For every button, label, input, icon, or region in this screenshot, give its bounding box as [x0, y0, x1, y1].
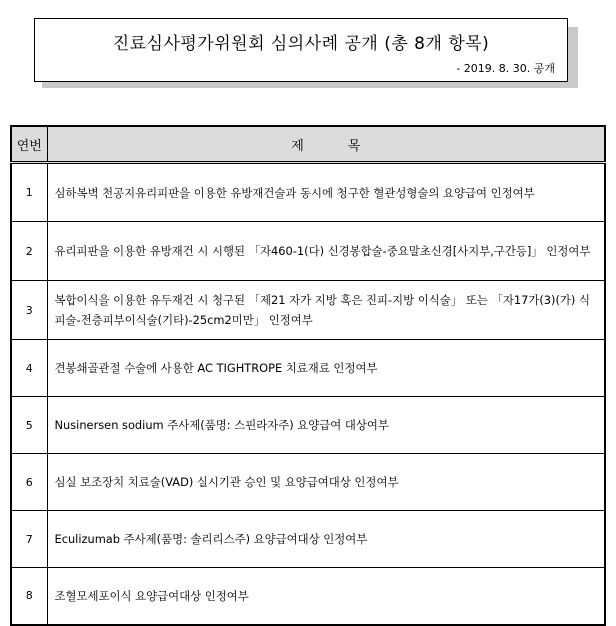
row-number: 8 — [11, 568, 47, 625]
row-title: 조혈모세포이식 요양급여대상 인정여부 — [47, 568, 605, 625]
row-number: 3 — [11, 281, 47, 340]
row-number: 4 — [11, 340, 47, 397]
table-row — [11, 163, 605, 222]
title-box — [34, 18, 568, 82]
row-title: 유리피판을 이용한 유방재건 시 시행된 「자460-1(다) 신경봉합술-중요말초신경[사지부,구간등]」 인정여부 — [47, 222, 605, 281]
row-number: 7 — [11, 511, 47, 568]
table-row — [11, 511, 605, 568]
table-row — [11, 222, 605, 281]
row-title: 심실 보조장치 치료술(VAD) 실시기관 승인 및 요양급여대상 인정여부 — [47, 454, 605, 511]
row-title: Nusinersen sodium 주사제(품명: 스핀라자주) 요양급여 대상여부 — [47, 397, 605, 454]
table-row — [11, 454, 605, 511]
case-table — [10, 125, 606, 626]
row-number: 2 — [11, 222, 47, 281]
row-number: 1 — [11, 163, 47, 222]
table-row — [11, 281, 605, 340]
table-row — [11, 397, 605, 454]
row-number: 5 — [11, 397, 47, 454]
column-header-number: 연번 — [11, 126, 47, 163]
publish-date: - 2019. 8. 30. 공개 — [456, 62, 555, 75]
row-number: 6 — [11, 454, 47, 511]
column-header-title: 제목 — [47, 126, 605, 163]
table-header-row — [11, 126, 605, 163]
table-row — [11, 568, 605, 625]
page-title: 진료심사평가위원회 심의사례 공개 (총 8개 항목) — [112, 34, 490, 54]
row-title: 복합이식을 이용한 유두재건 시 청구된 「제21 자가 지방 혹은 진피-지방 이식술」 또는 「자17가(3)(가) 식피술-전층피부이식술(기타)-25cm2미만」 인정여부 — [47, 281, 605, 340]
row-title: 견봉쇄골관절 수술에 사용한 AC TIGHTROPE 치료재료 인정여부 — [47, 340, 605, 397]
row-title: Eculizumab 주사제(품명: 솔리리스주) 요양급여대상 인정여부 — [47, 511, 605, 568]
table-row — [11, 340, 605, 397]
row-title: 심하복벽 천공지유리피판을 이용한 유방재건술과 동시에 청구한 혈관성형술의 요양급여 인정여부 — [47, 163, 605, 222]
